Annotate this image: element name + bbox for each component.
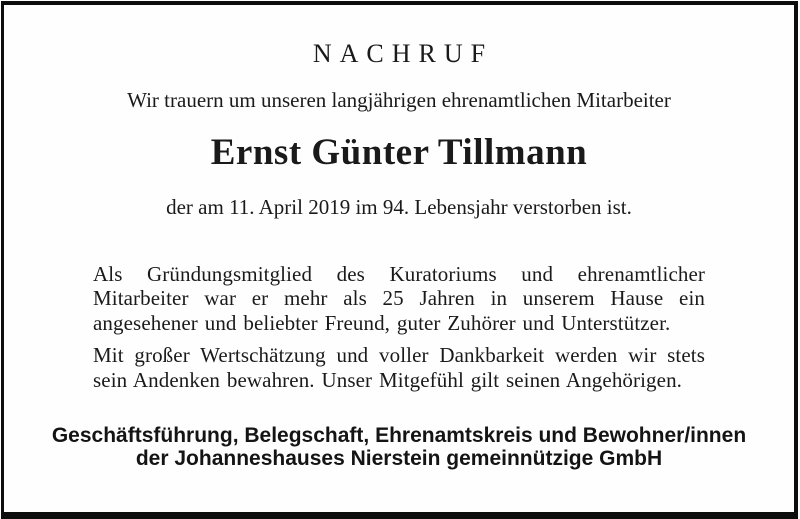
body-paragraph-1: Als Gründungsmitglied des Kuratoriums und ehrenamtlicher Mitarbeiter war er mehr als 25 Jahren in unserem Hause ein angesehener und beliebter Freund, guter Zuhörer und Unterstützer. xyxy=(93,261,705,335)
deceased-name: Ernst Günter Tillmann xyxy=(210,132,588,173)
notice-kicker: NACHRUF xyxy=(312,39,494,68)
death-date-line: der am 11. April 2019 im 94. Lebensjahr verstorben ist. xyxy=(166,194,632,219)
intro-line: Wir trauern um unseren langjährigen ehrenamtlichen Mitarbeiter xyxy=(127,88,671,112)
obituary-notice xyxy=(1,1,798,519)
body-paragraph-2: Mit großer Wertschätzung und voller Dankbarkeit werden wir stets sein Andenken bewahren. Unser Mitgefühl gilt seinen Angehörigen. xyxy=(93,343,705,392)
signature-line-1: Geschäftsführung, Belegschaft, Ehrenamtskreis und Bewohner/innen xyxy=(51,424,747,448)
signature-line-2: der Johanneshauses Nierstein gemeinnützige GmbH xyxy=(135,447,663,471)
signature-block xyxy=(4,424,794,470)
body-text xyxy=(93,262,705,393)
